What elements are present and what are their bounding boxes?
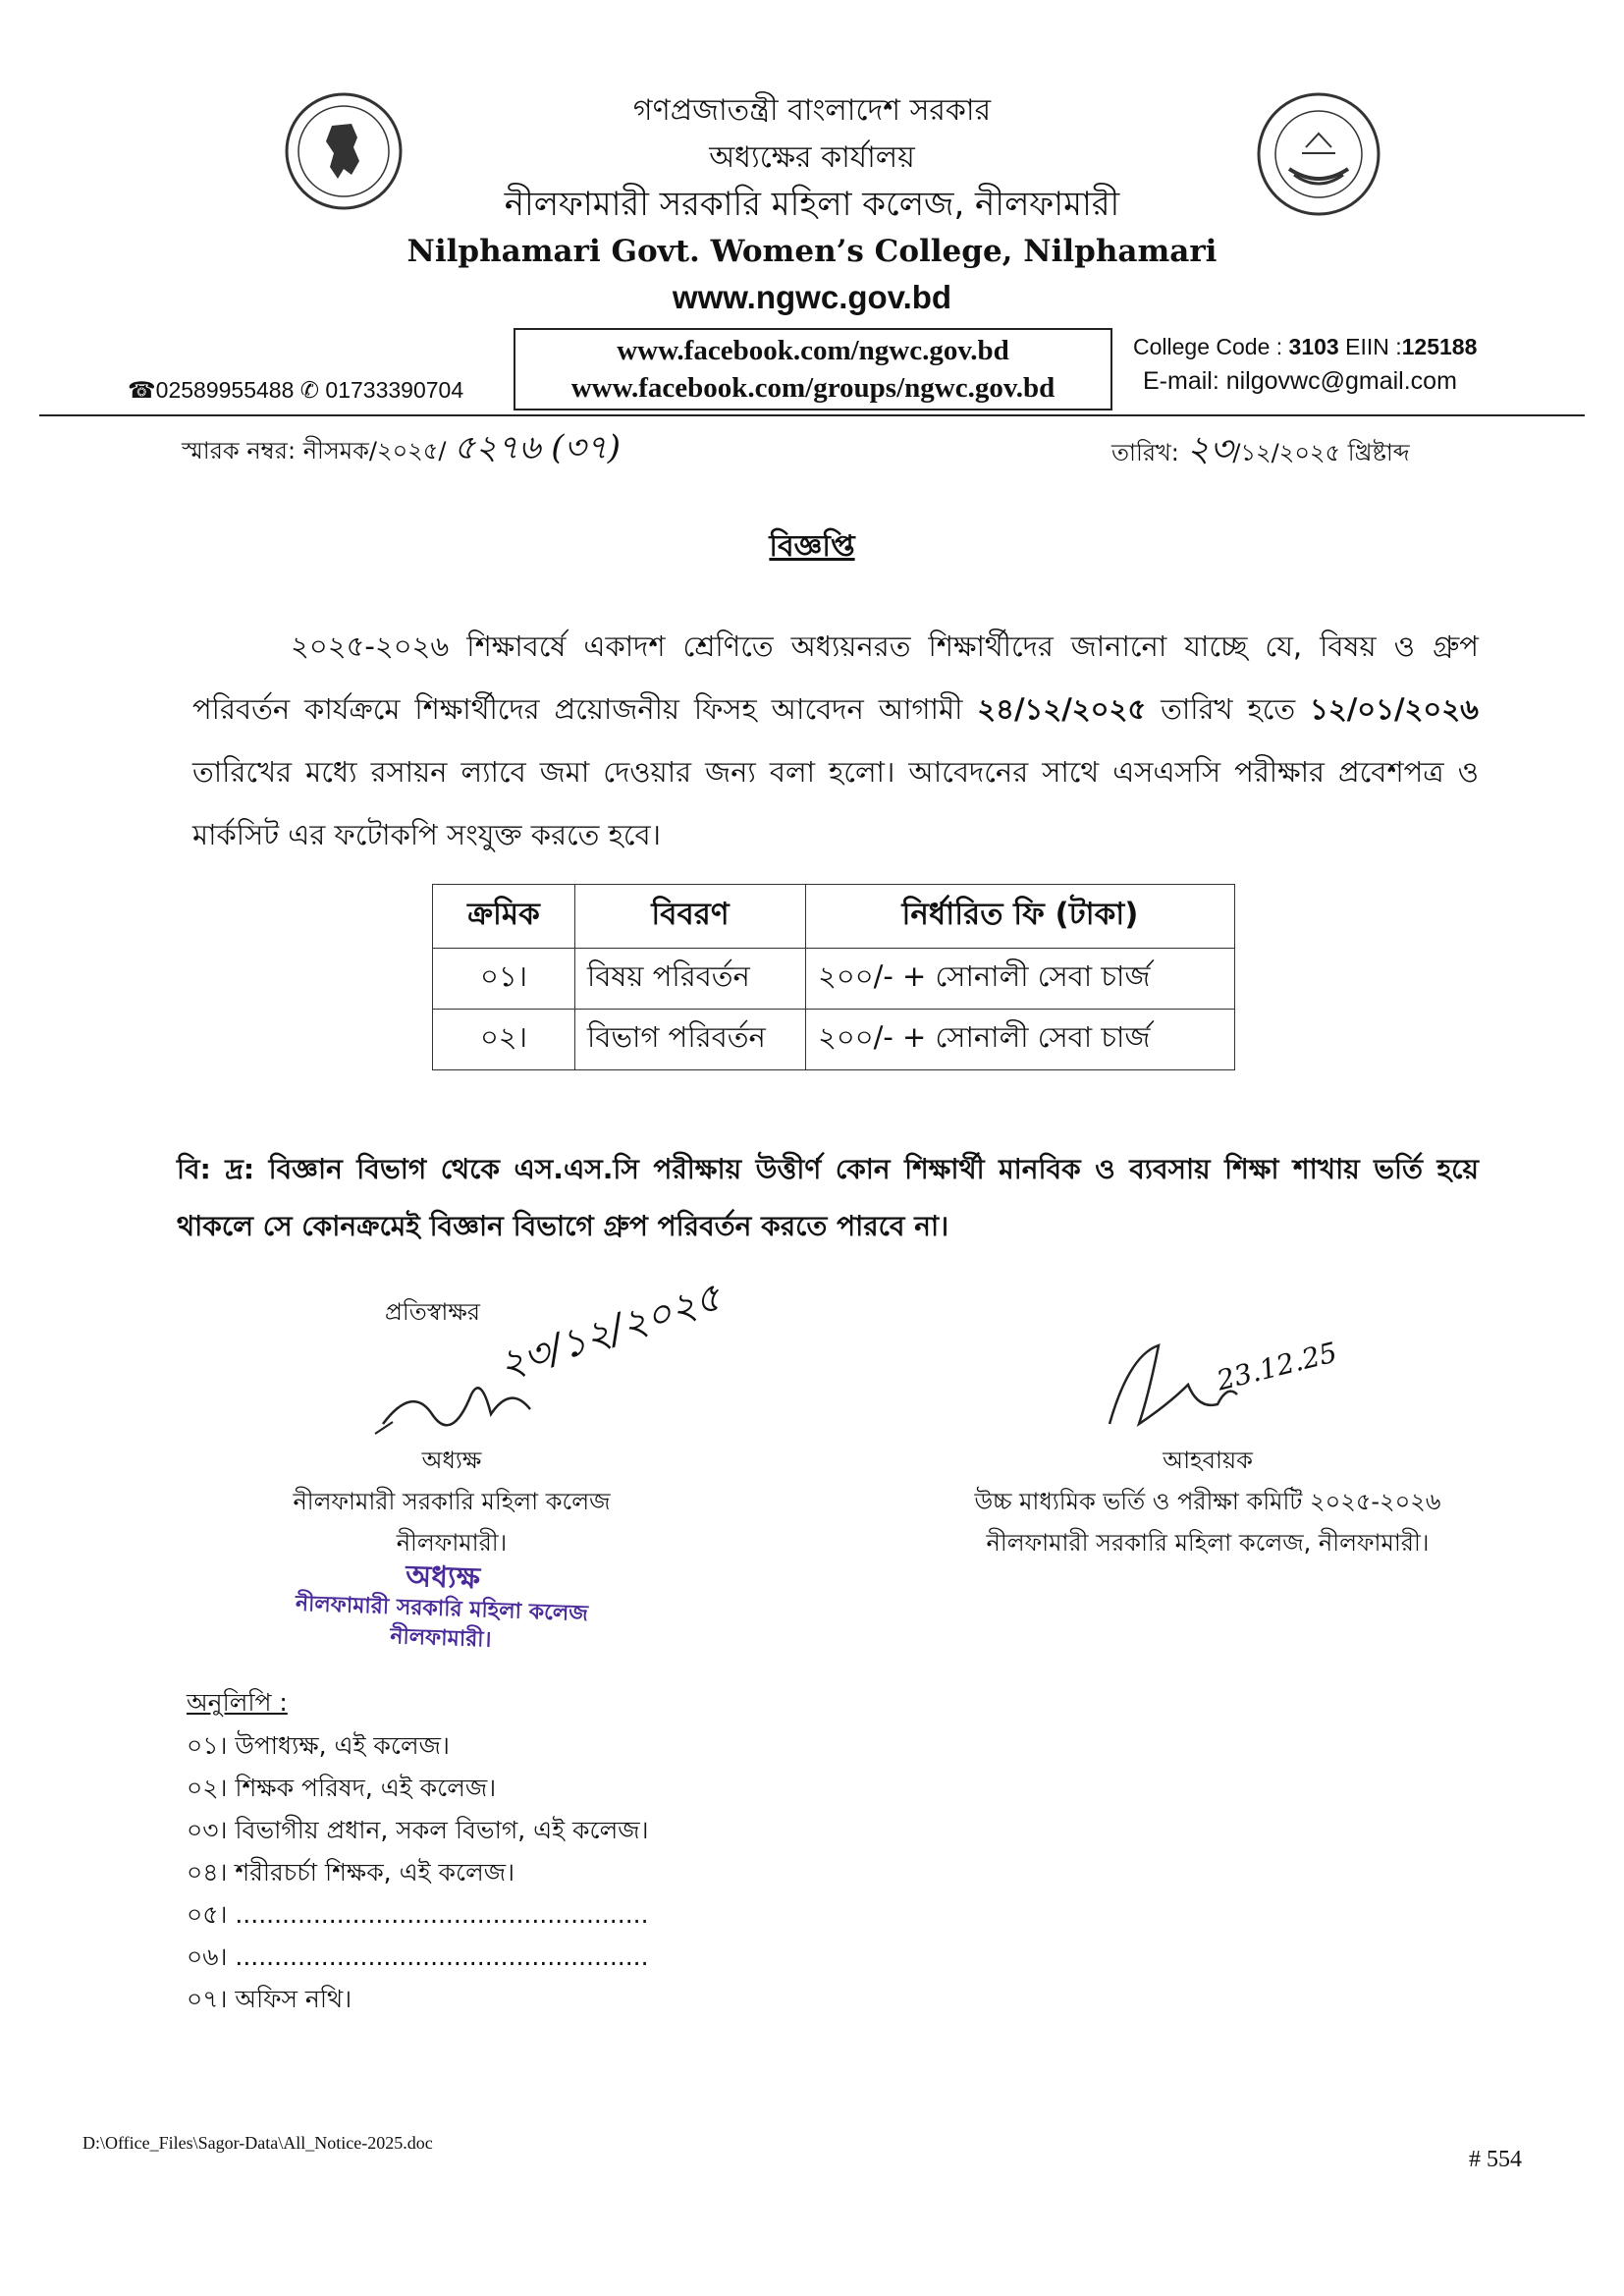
page-number: # 554 bbox=[1469, 2147, 1522, 2172]
notice-body-part2: তারিখ হতে bbox=[1146, 692, 1311, 726]
convener-college: নীলফামারী সরকারি মহিলা কলেজ, নীলফামারী। bbox=[986, 1529, 1430, 1557]
date-from: ২৪/১২/২০২৫ bbox=[977, 692, 1147, 726]
college-name-bn: নীলফামারী সরকারি মহিলা কলেজ, নীলফামারী bbox=[504, 185, 1120, 224]
table-row bbox=[433, 949, 1235, 1010]
row-description: বিষয় পরিবর্তন bbox=[575, 949, 806, 1010]
file-path: D:\Office_Files\Sagor-Data\All_Notice-2025.doc bbox=[82, 2133, 433, 2153]
header-fee: নির্ধারিত ফি (টাকা) bbox=[806, 885, 1235, 949]
issue-date bbox=[1111, 422, 1410, 481]
table-row bbox=[433, 1010, 1235, 1070]
row-serial: ০১। bbox=[433, 949, 575, 1010]
facebook-group-link[interactable]: www.facebook.com/groups/ngwc.gov.bd bbox=[570, 372, 1056, 404]
copies-label bbox=[187, 1681, 288, 1723]
fee-table bbox=[432, 884, 1235, 1070]
principal-place: নীলফামারী। bbox=[396, 1529, 508, 1557]
college-name-en: Nilphamari Govt. Women’s College, Nilphamari bbox=[406, 234, 1218, 269]
list-item: ০১। উপাধ্যক্ষ, এই কলেজ। bbox=[187, 1731, 450, 1760]
copies-heading: অনুলিপি : bbox=[187, 1688, 288, 1717]
header-description: বিবরণ bbox=[575, 885, 806, 949]
memo-handwritten: ৫২৭৬ (৩৭) bbox=[454, 428, 622, 467]
notice-body-part3: তারিখের মধ্যে রসায়ন ল্যাবে জমা দেওয়ার জন্য বলা হলো। আবেদনের সাথে এসএসসি পরীক্ষার প্রবেশপত্র ও মার্কসিট এর ফটোকপি সংযুক্ত করতে হবে। bbox=[192, 755, 1479, 851]
stamp-title: অধ্যক্ষ bbox=[405, 1558, 481, 1597]
row-fee: ২০০/- + সোনালী সেবা চার্জ bbox=[806, 949, 1235, 1010]
list-item: ০৭। অফিস নথি। bbox=[187, 1985, 352, 2013]
principal-stamp bbox=[293, 1557, 590, 1659]
memo-label: স্মারক নম্বর: নীসমক/২০২৫/ bbox=[182, 437, 447, 465]
eiin-label: EIIN : bbox=[1338, 334, 1402, 359]
countersign-label: প্রতিস্বাক্ষর bbox=[385, 1298, 480, 1326]
college-code-line bbox=[1133, 334, 1477, 360]
facebook-page-link[interactable]: www.facebook.com/ngwc.gov.bd bbox=[617, 335, 1009, 366]
header-divider bbox=[39, 414, 1585, 416]
stamp-place: নীলফামারী। bbox=[389, 1624, 492, 1653]
phone-numbers: ☎02589955488 ✆ 01733390704 bbox=[128, 377, 464, 403]
email-address: E-mail: nilgovwc@gmail.com bbox=[1143, 367, 1457, 395]
principal-title: অধ্যক্ষ bbox=[421, 1447, 482, 1474]
list-item: ০৫। ..................................................... bbox=[187, 1900, 649, 1929]
date-to: ১২/০১/২০২৬ bbox=[1310, 692, 1479, 726]
college-code-label: College Code : bbox=[1133, 334, 1289, 359]
college-seal-logo bbox=[1255, 90, 1382, 218]
header-serial: ক্রমিক bbox=[433, 885, 575, 949]
memo-number bbox=[182, 422, 621, 478]
govt-heading: গণপ্রজাতন্ত্রী বাংলাদেশ সরকার bbox=[632, 93, 992, 128]
list-item: ০৬। ..................................................... bbox=[187, 1942, 649, 1971]
list-item: ০২। শিক্ষক পরিষদ, এই কলেজ। bbox=[187, 1774, 497, 1802]
principal-block bbox=[255, 1440, 648, 1563]
convener-title: আহবায়ক bbox=[1163, 1447, 1253, 1474]
convener-signature-date: 23.12.25 bbox=[1214, 1336, 1340, 1397]
list-item: ০৪। শরীরচর্চা শিক্ষক, এই কলেজ। bbox=[187, 1858, 515, 1886]
convener-committee: উচ্চ মাধ্যমিক ভর্তি ও পরীক্ষা কমিটি ২০২৫-২০২৬ bbox=[974, 1488, 1441, 1515]
eiin-value: 125188 bbox=[1401, 334, 1478, 359]
facebook-links-box bbox=[514, 328, 1112, 410]
date-rest: /১২/২০২৫ খ্রিষ্টাব্দ bbox=[1232, 439, 1410, 466]
principal-signature-date: ২৩/১২/২০২৫ bbox=[493, 1274, 728, 1389]
copies-list bbox=[187, 1724, 649, 2020]
notice-body bbox=[192, 615, 1479, 866]
notice-title: বিজ্ঞপ্তি bbox=[769, 529, 855, 564]
row-description: বিভাগ পরিবর্তন bbox=[575, 1010, 806, 1070]
special-note: বি: দ্র: বিজ্ঞান বিভাগ থেকে এস.এস.সি পরীক্ষায় উত্তীর্ণ কোন শিক্ষার্থী মানবিক ও ব্যবসায় শিক্ষা শাখায় ভর্তি হয়ে থাকলে সে কোনক্রমেই বিজ্ঞান বিভাগে গ্রুপ পরিবর্তন করতে পারবে না। bbox=[177, 1153, 1479, 1242]
date-label: তারিখ: bbox=[1111, 439, 1179, 466]
date-handwritten: ২৩ bbox=[1186, 429, 1233, 469]
convener-block bbox=[903, 1440, 1512, 1563]
row-fee: ২০০/- + সোনালী সেবা চার্জ bbox=[806, 1010, 1235, 1070]
notice-body-part1: ২০২৫-২০২৬ শিক্ষাবর্ষে একাদশ শ্রেণিতে অধ্যয়নরত শিক্ষার্থীদের জানানো যাচ্ছে যে, বিষয় ও গ্রুপ পরিবর্তন কার্যক্রমে শিক্ষার্থীদের প্রয়োজনীয় ফিসহ আবেদন আগামী bbox=[192, 629, 1479, 726]
stamp-college: নীলফামারী সরকারি মহিলা কলেজ bbox=[295, 1591, 589, 1627]
list-item: ০৩। বিভাগীয় প্রধান, সকল বিভাগ, এই কলেজ। bbox=[187, 1816, 649, 1844]
row-serial: ০২। bbox=[433, 1010, 575, 1070]
principal-college: নীলফামারী সরকারি মহিলা কলেজ bbox=[293, 1488, 611, 1515]
office-heading: অধ্যক্ষের কার্যালয় bbox=[709, 140, 915, 175]
website-link[interactable]: www.ngwc.gov.bd bbox=[672, 279, 952, 315]
table-header-row bbox=[433, 885, 1235, 949]
college-code-value: 3103 bbox=[1288, 334, 1339, 359]
